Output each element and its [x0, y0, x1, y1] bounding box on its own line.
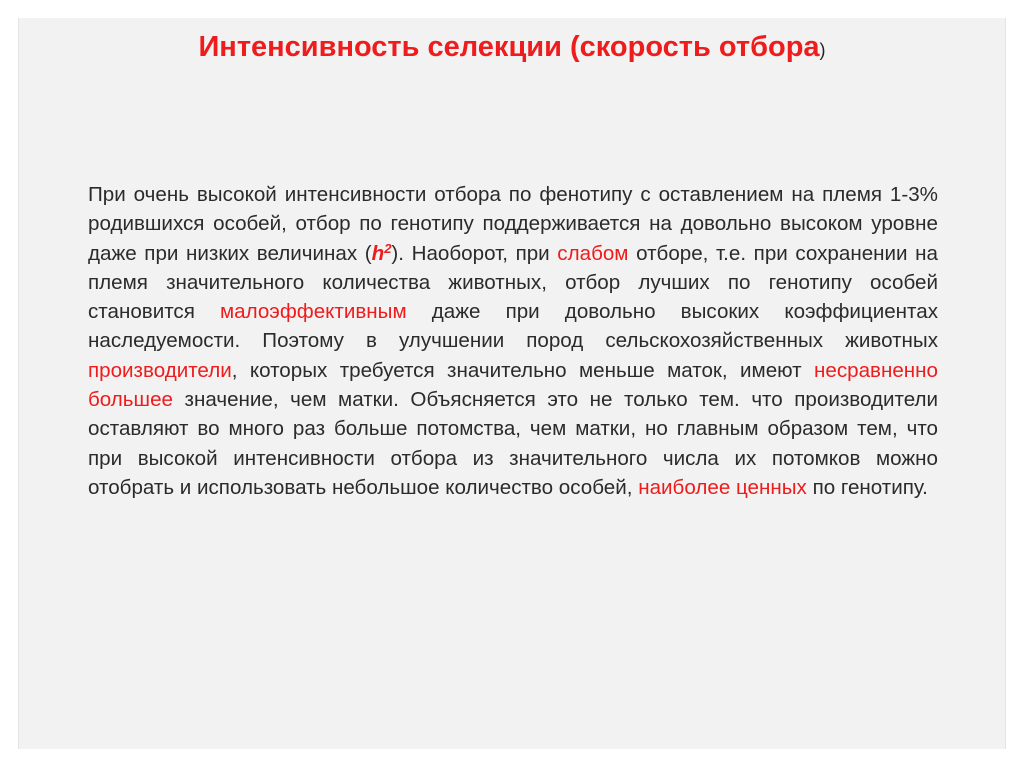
slide-title-main: Интенсивность селекции (скорость отбора	[198, 31, 820, 63]
text-segment: , которых требуется значительно меньше маток, имеют	[231, 358, 814, 382]
text-segment: отборе, т.е. при сохранении на племя значительного количества животных, отбор лучших по генотипу особей становится	[88, 241, 938, 324]
heritability-exponent: 2	[384, 240, 392, 256]
text-segment: ). Наоборот, при	[391, 241, 558, 265]
heritability-letter: h	[371, 241, 385, 265]
heritability-symbol	[372, 242, 392, 265]
highlighted-term-incomparably-greater: несравненно большее	[88, 358, 938, 412]
text-segment: даже при довольно высоких коэффициентах наследуемости. Поэтому в улучшении пород сельскохозяйственных животных	[88, 300, 938, 353]
text-segment: При очень высокой интенсивности отбора по фенотипу с оставлением на племя 1-3% родившихся особей, отбор по генотипу поддерживается на довольно высоком уровне даже при низких величинах (	[88, 183, 938, 265]
highlighted-term-sires: производители	[88, 358, 232, 382]
body-paragraph	[88, 180, 938, 502]
text-segment: по генотипу.	[806, 475, 928, 499]
slide-title-closing-paren: )	[819, 40, 826, 60]
text-segment: значение, чем матки. Объясняется это не только тем. что производители оставляют во много раз больше потомства, чем матки, но главным образом тем, что при высокой интенсивности отбора из значительного числа их потомков можно отобрать и использовать небольшое количество особей,	[88, 388, 938, 499]
highlighted-term-ineffective: малоэффективным	[220, 300, 407, 324]
highlighted-term-weak: слабом	[557, 241, 629, 265]
highlighted-term-most-valuable: наиболее ценных	[638, 475, 807, 499]
slide-title	[0, 29, 1024, 68]
